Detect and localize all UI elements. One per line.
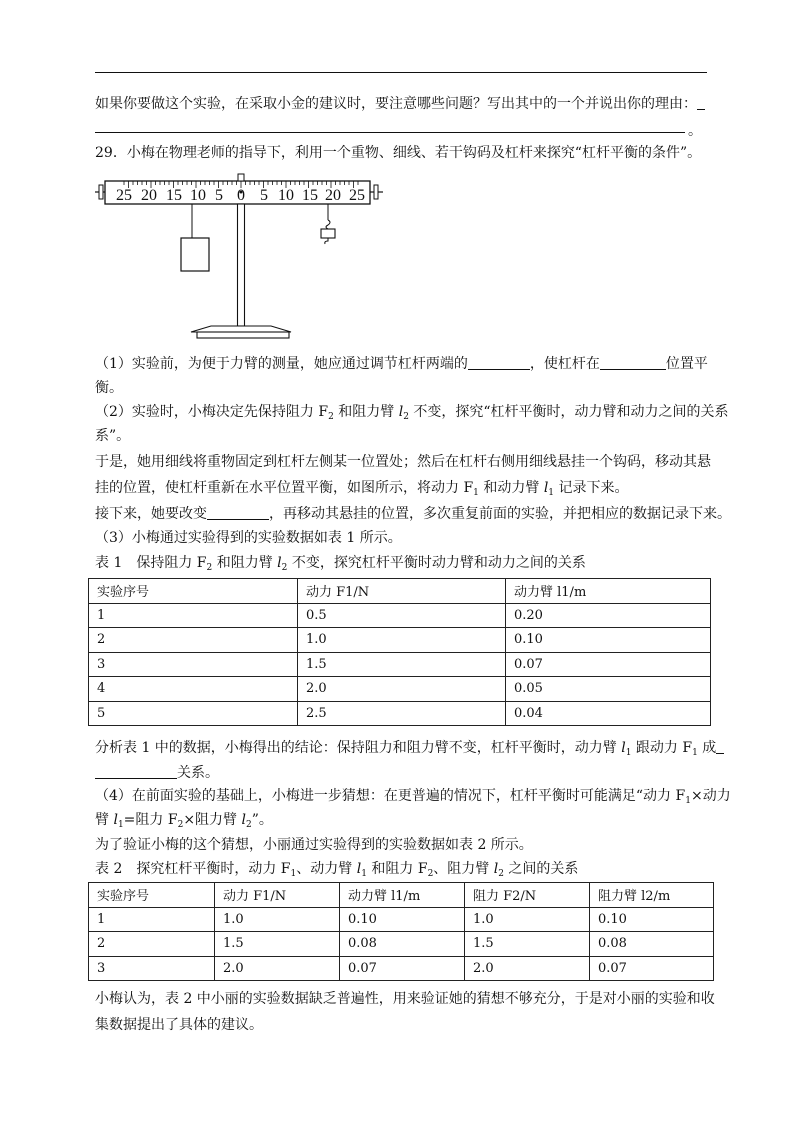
q29-para8: 为了验证小梅的这个猜想，小丽通过实验得到的实验数据如表 2 所示。 xyxy=(95,837,533,853)
table-cell: 1.0 xyxy=(215,907,340,932)
q29-para4 xyxy=(95,504,731,524)
q29-p7-symbol-l2: l xyxy=(241,812,246,828)
q29-p2-text-a: （2）实验时，小梅决定先保持阻力 F xyxy=(95,404,329,420)
t1-caption-c: 不变，探究杠杆平衡时动力臂和动力之间的关系 xyxy=(287,555,586,571)
table-row xyxy=(89,603,711,628)
table-cell: 1.0 xyxy=(298,628,506,653)
heavy-weight xyxy=(181,238,209,271)
q29-p6-sub2: 1 xyxy=(692,748,698,758)
table-header-cell: 实验序号 xyxy=(89,883,215,908)
scale-label: 10 xyxy=(278,187,294,204)
scale-label: 15 xyxy=(302,187,318,204)
table-cell: 1.5 xyxy=(298,652,506,677)
table-row xyxy=(89,652,711,677)
q29-p2-sub: 2 xyxy=(328,412,334,422)
header-rule xyxy=(95,72,707,73)
q29-p1-blank-2 xyxy=(600,355,666,370)
scale-label: 25 xyxy=(349,187,365,204)
t2-caption-e: 之间的关系 xyxy=(503,861,579,877)
t2-caption-b: 、动力臂 xyxy=(296,861,357,877)
table-cell: 0.07 xyxy=(340,956,465,981)
scale-label: 5 xyxy=(215,187,223,204)
scale-label: 25 xyxy=(116,187,132,204)
q29-p4-blank xyxy=(207,505,269,520)
table-cell: 1 xyxy=(89,907,215,932)
table-row xyxy=(89,628,711,653)
table-cell: 0.08 xyxy=(590,932,714,957)
table-header-cell: 阻力臂 l2/m xyxy=(590,883,714,908)
stand-pole xyxy=(238,204,245,326)
scale-label: 20 xyxy=(325,187,341,204)
q29-p1-text-c: 位置平 xyxy=(665,356,708,372)
t1-caption-sub1: 2 xyxy=(206,563,213,573)
q29-intro: 29．小梅在物理老师的指导下，利用一个重物、细线、若干钩码及杠杆来探究“杠杆平衡的条件”。 xyxy=(95,145,702,161)
right-balance-nut xyxy=(374,185,378,199)
q29-p2-text-c: 不变，探究“杠杆平衡时，动力臂和动力之间的关系 xyxy=(408,404,729,420)
q29-part4-line2 xyxy=(95,810,715,830)
table-cell: 2 xyxy=(89,628,298,653)
table-row xyxy=(89,932,714,957)
q29-final-line2: 集数据提出了具体的建议。 xyxy=(95,1017,263,1033)
q29-para3-line2 xyxy=(95,478,715,498)
table-header-cell: 动力臂 l1/m xyxy=(340,883,465,908)
q29-p7-sub-c: 1 xyxy=(117,820,124,830)
q29-p2-symbol-l: l xyxy=(398,404,404,420)
q28-answer-line xyxy=(95,132,685,133)
q29-p2-text-b: 和阻力臂 xyxy=(333,404,399,420)
table-cell: 0.10 xyxy=(506,628,711,653)
table-cell: 1.5 xyxy=(465,932,590,957)
t1-caption-b: 和阻力臂 xyxy=(212,555,278,571)
table-cell: 1.5 xyxy=(215,932,340,957)
table-cell: 0.07 xyxy=(506,652,711,677)
table-cell: 0.08 xyxy=(340,932,465,957)
q29-p3-sub: 1 xyxy=(473,488,479,498)
scale-label: 10 xyxy=(190,187,206,204)
t2-caption-sub4: 2 xyxy=(498,869,504,879)
pivot-cap xyxy=(238,174,244,181)
q29-p1-text-b: ，使杠杆在 xyxy=(529,356,600,372)
table-header-row xyxy=(89,883,714,908)
table-header-row xyxy=(89,579,711,604)
t2-caption-sub2: 1 xyxy=(361,869,367,879)
t2-caption-l2: l xyxy=(493,861,499,877)
q29-part2-line2: 系”。 xyxy=(95,428,131,444)
stand-base-top xyxy=(191,326,291,332)
hook-mass xyxy=(321,229,335,238)
t1-caption-l: l xyxy=(277,555,282,571)
table-cell: 4 xyxy=(89,677,298,702)
mass-bottom-hook-icon xyxy=(325,238,328,244)
table-cell: 0.10 xyxy=(590,907,714,932)
table-row xyxy=(89,956,714,981)
q29-p6-text-d: 关系。 xyxy=(177,765,219,781)
q29-p3-text-b: 挂的位置，使杠杆重新在水平位置平衡，如图所示，将动力 F xyxy=(95,480,474,496)
left-balance-nut xyxy=(99,185,103,199)
table-cell: 1 xyxy=(89,603,298,628)
table-header-cell: 阻力 F2/N xyxy=(465,883,590,908)
q29-p4-text-b: ，再移动其悬挂的位置，多次重复前面的实验，并把相应的数据记录下来。 xyxy=(269,506,731,522)
table-cell: 5 xyxy=(89,701,298,726)
table2-caption xyxy=(95,859,715,879)
q29-p6-text-b: 跟动力 F xyxy=(631,740,693,756)
q28-question-line xyxy=(95,94,715,114)
q29-p4-text-a: 接下来，她要改变 xyxy=(95,506,207,522)
q29-p7-text-a: （4）在前面实验的基础上，小梅进一步猜想：在更普遍的情况下，杠杆平衡时可能满足“动力 F xyxy=(95,788,686,804)
table-cell: 3 xyxy=(89,652,298,677)
table-cell: 0.04 xyxy=(506,701,711,726)
q29-conclusion-line1 xyxy=(95,738,715,758)
table-row xyxy=(89,677,711,702)
table-row xyxy=(89,907,714,932)
q29-part4-line1 xyxy=(95,786,731,806)
q29-p7-sub-e: 2 xyxy=(245,820,252,830)
q29-p6-symbol-l: l xyxy=(621,740,626,756)
q29-p3-text-c: 和动力臂 xyxy=(478,480,544,496)
q29-p6-text-a: 分析表 1 中的数据，小梅得出的结论：保持阻力和阻力臂不变，杠杆平衡时，动力臂 xyxy=(95,740,622,756)
t2-caption-d: 、阻力臂 xyxy=(433,861,494,877)
q29-part3: （3）小梅通过实验得到的实验数据如表 1 所示。 xyxy=(95,530,402,546)
q29-p2-sub-l: 2 xyxy=(403,412,409,422)
q29-p7-text-b: ×动力 xyxy=(690,788,731,804)
hook-icon xyxy=(326,220,330,229)
table-cell: 2 xyxy=(89,932,215,957)
table-header-cell: 实验序号 xyxy=(89,579,298,604)
table-cell: 2.0 xyxy=(215,956,340,981)
q29-p1-text-a: （1）实验前，为便于力臂的测量，她应通过调节杠杆两端的 xyxy=(95,356,468,372)
stand-base xyxy=(197,332,289,338)
q29-p6-blank xyxy=(95,764,177,779)
q29-para3-line1: 于是，她用细线将重物固定到杠杆左侧某一位置处；然后在杠杆右侧用细线悬挂一个钩码，移动其悬 xyxy=(95,454,711,470)
q29-p7-sub-d: 2 xyxy=(177,820,184,830)
table-cell: 1.0 xyxy=(465,907,590,932)
q29-part2-line1 xyxy=(95,402,729,422)
q29-part1-line1 xyxy=(95,354,715,374)
q29-p7-symbol-l1: l xyxy=(113,812,118,828)
table-cell: 2.0 xyxy=(298,677,506,702)
table-row xyxy=(89,701,711,726)
q28-answer-blank-start xyxy=(697,95,705,110)
t2-caption-c: 和阻力 F xyxy=(366,861,428,877)
scale-label: 20 xyxy=(141,187,157,204)
table2 xyxy=(88,882,714,981)
q29-p7-text-f: ”。 xyxy=(251,812,273,828)
q29-part1-line2: 衡。 xyxy=(95,380,123,396)
t2-caption-sub1: 1 xyxy=(290,869,297,879)
table-cell: 2.0 xyxy=(465,956,590,981)
q29-p1-blank-1 xyxy=(468,355,530,370)
table1 xyxy=(88,578,711,726)
table-cell: 2.5 xyxy=(298,701,506,726)
q29-p6-text-c: 成 xyxy=(697,740,717,756)
q29-p6-sub: 1 xyxy=(625,748,632,758)
table-cell: 0.10 xyxy=(340,907,465,932)
q29-p7-text-e: ×阻力臂 xyxy=(183,812,242,828)
table-cell: 0.07 xyxy=(590,956,714,981)
t2-caption-l1: l xyxy=(356,861,362,877)
q29-p7-text-c: 臂 xyxy=(95,812,114,828)
q29-final-line1: 小梅认为，表 2 中小丽的实验数据缺乏普遍性，用来验证她的猜想不够充分，于是对小丽的实验和收 xyxy=(95,991,715,1007)
t2-caption-sub3: 2 xyxy=(427,869,434,879)
q29-p3-symbol-l: l xyxy=(543,480,549,496)
scale-label: 5 xyxy=(260,187,268,204)
q29-p7-sub-a: 1 xyxy=(685,796,691,806)
table-cell: 0.05 xyxy=(506,677,711,702)
q29-conclusion-line2 xyxy=(95,763,715,783)
q28-period: 。 xyxy=(688,123,702,139)
table-header-cell: 动力 F1/N xyxy=(298,579,506,604)
table-cell: 0.20 xyxy=(506,603,711,628)
table-cell: 0.5 xyxy=(298,603,506,628)
lever-apparatus-diagram xyxy=(95,170,395,345)
t1-caption-a: 表 1 保持阻力 F xyxy=(95,555,207,571)
t2-caption-a: 表 2 探究杠杆平衡时，动力 F xyxy=(95,861,291,877)
table-header-cell: 动力 F1/N xyxy=(215,883,340,908)
q29-p7-text-d: =阻力 F xyxy=(123,812,178,828)
q29-p6-blank-start xyxy=(716,739,724,754)
scale-label: 0 xyxy=(237,187,245,204)
table1-caption xyxy=(95,553,715,573)
t1-caption-sub2: 2 xyxy=(281,563,288,573)
table-cell: 3 xyxy=(89,956,215,981)
q28-text: 如果你要做这个实验，在采取小金的建议时，要注意哪些问题？写出其中的一个并说出你的理由： xyxy=(95,96,697,112)
table-header-cell: 动力臂 l1/m xyxy=(506,579,711,604)
q29-p3-sub-l: 1 xyxy=(548,488,555,498)
q29-p3-text-d: 记录下来。 xyxy=(554,480,629,496)
scale-label: 15 xyxy=(166,187,182,204)
